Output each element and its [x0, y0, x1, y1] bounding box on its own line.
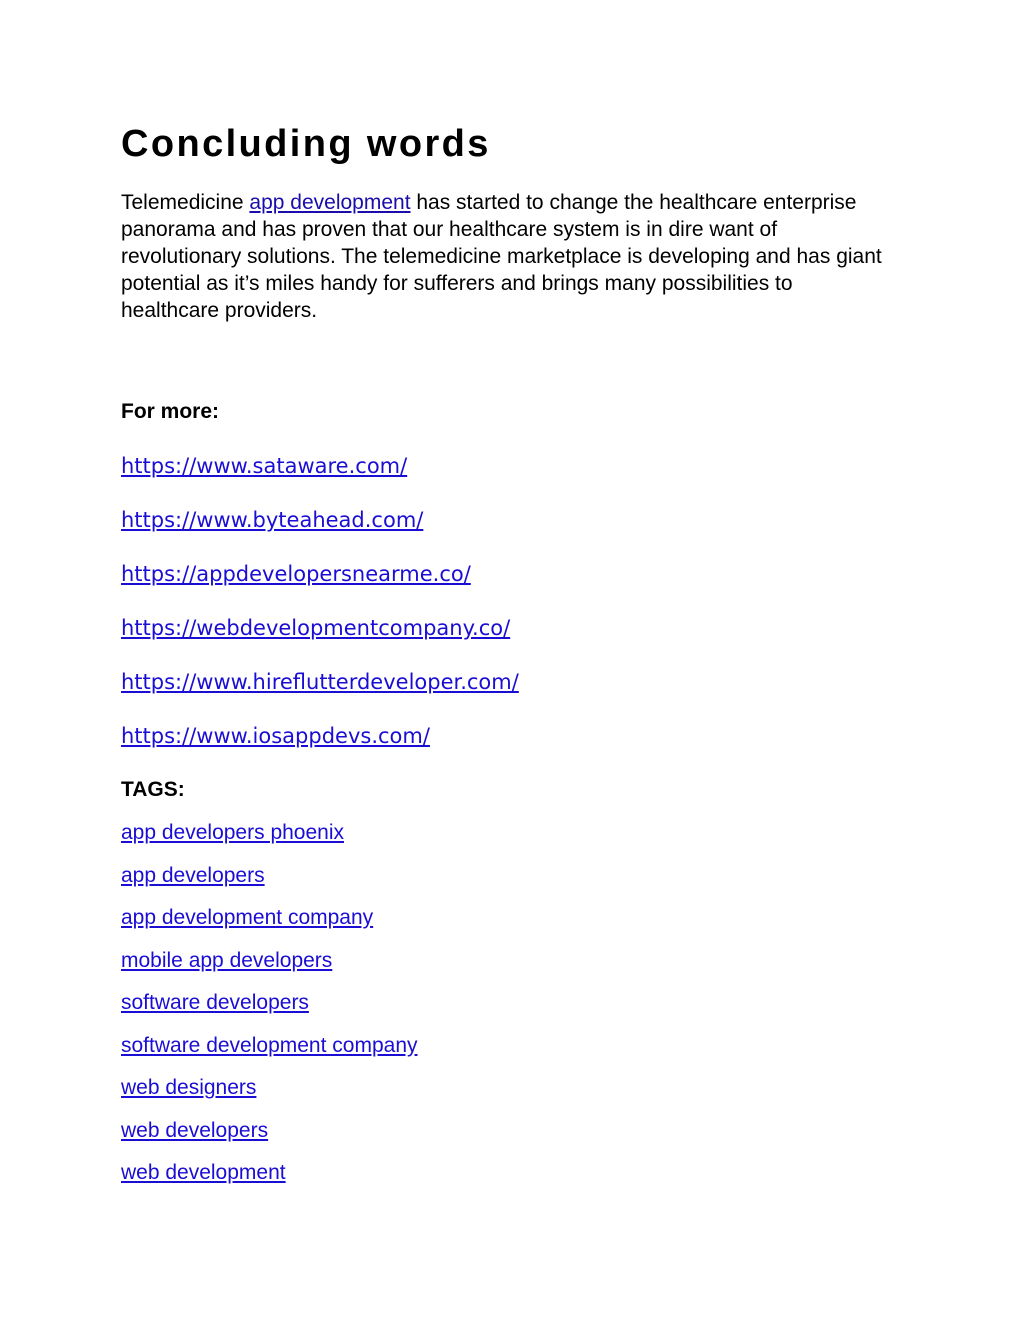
tag-list-item [121, 1116, 418, 1159]
tag-list-item [121, 903, 418, 946]
body-paragraph [121, 189, 891, 324]
tag-list [121, 818, 418, 1201]
url-link-sataware[interactable]: https://www.sataware.com/ [121, 454, 408, 478]
tag-list-item [121, 1031, 418, 1074]
url-list-item [121, 612, 519, 666]
url-link-byteahead[interactable]: https://www.byteahead.com/ [121, 508, 424, 532]
app-development-link[interactable]: app development [249, 191, 411, 214]
url-list-item [121, 666, 519, 720]
tag-link[interactable]: software development company [121, 1033, 418, 1057]
tag-link[interactable]: app developers phoenix [121, 821, 345, 844]
page-title: Concluding words [121, 123, 491, 165]
tag-link[interactable]: web designers [121, 1076, 257, 1099]
url-list-item [121, 558, 519, 612]
tag-link[interactable]: app developers [121, 863, 265, 887]
url-list [121, 450, 519, 774]
tag-list-item [121, 946, 418, 989]
paragraph-text-start: Telemedicine [121, 191, 250, 214]
url-list-item [121, 720, 519, 774]
tags-label: TAGS: [121, 778, 185, 801]
paragraph-text-end: has started to change the healthcare enterprise panorama and has proven that our healthcare system is in dire want of revolutionary solutions. The telemedicine marketplace is developing and has giant potential as it’s miles handy for sufferers and brings many possibilities to healthcare providers. [121, 191, 882, 322]
tag-link[interactable]: web development [121, 1161, 286, 1184]
tag-list-item [121, 988, 418, 1031]
url-link-webdevelopmentcompany[interactable]: https://webdevelopmentcompany.co/ [121, 616, 511, 640]
url-link-appdevelopersnearme[interactable]: https://appdevelopersnearme.co/ [121, 562, 471, 586]
url-link-hireflutterdeveloper[interactable]: https://www.hireflutterdeveloper.com/ [121, 670, 519, 694]
tag-link[interactable]: web developers [121, 1118, 269, 1142]
tag-list-item [121, 861, 418, 904]
tag-link[interactable]: mobile app developers [121, 948, 333, 972]
tag-link[interactable]: app development company [121, 906, 374, 929]
url-list-item [121, 450, 519, 504]
for-more-label: For more: [121, 400, 220, 423]
tag-list-item [121, 818, 418, 861]
tag-link[interactable]: software developers [121, 991, 309, 1014]
tag-list-item [121, 1158, 418, 1201]
url-list-item [121, 504, 519, 558]
tag-list-item [121, 1073, 418, 1116]
url-link-iosappdevs[interactable]: https://www.iosappdevs.com/ [121, 724, 430, 748]
